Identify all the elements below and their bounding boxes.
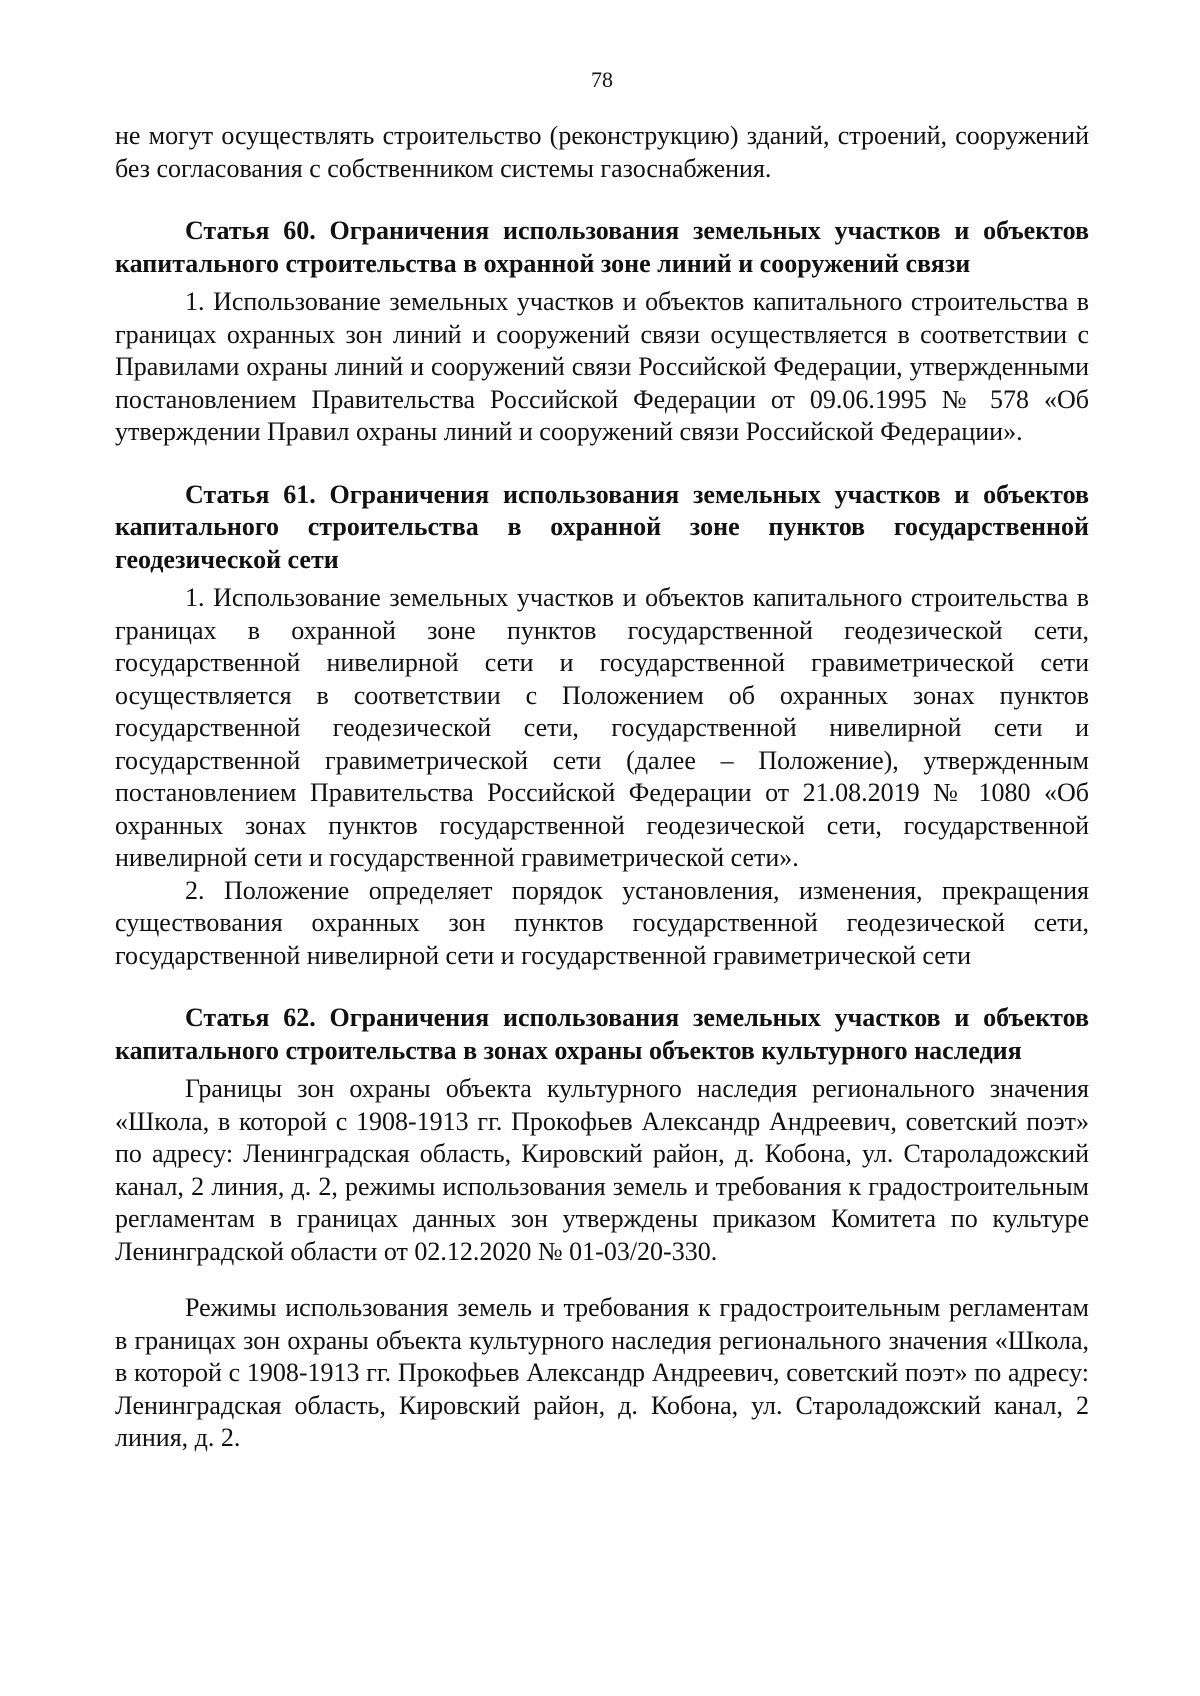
- article-62-paragraph-2: Режимы использования земель и требования к градостроительным регламентам в границах зон охраны объекта культурного наследия регионального значения «Школа, в которой с 1908-1913 гг. Прокофьев Александр Андреевич, советский поэт» по адресу: Ленинградская область, Кировский район, д. Кобона, ул. Староладожский канал, 2 линия, д. 2.: [115, 1293, 1089, 1452]
- page-number: 78: [591, 67, 613, 92]
- article-60: [115, 215, 1089, 449]
- article-62-paragraph-1: Границы зон охраны объекта культурного наследия регионального значения «Школа, в которой с 1908-1913 гг. Прокофьев Александр Андреевич, советский поэт» по адресу: Ленинградская область, Кировский район, д. Кобона, ул. Староладожский канал, 2 линия, д. 2, режимы использования земель и требования к градостроительным регламентам в границах данных зон утверждены приказом Комитета по культуре Ленинградской области от 02.12.2020 № 01-03/20-330.: [115, 1074, 1089, 1266]
- article-61-paragraph-1: 1. Использование земельных участков и объектов капитального строительства в границах в охранной зоне пунктов государственной геодезической сети, государственной нивелирной сети и государственной гравиметрической сети осуществляется в соответствии с Положением об охранных зонах пунктов государственной геодезической сети, государственной нивелирной сети и государственной гравиметрической сети (далее – Положение), утвержденным постановлением Правительства Российской Федерации от 21.08.2019 № 1080 «Об охранных зонах пунктов государственной геодезической сети, государственной нивелирной сети и государственной гравиметрической сети».: [115, 583, 1089, 872]
- article-60-heading: Статья 60. Ограничения использования земельных участков и объектов капитального строительства в охранной зоне линий и сооружений связи: [115, 216, 1089, 278]
- article-61-heading: Статья 61. Ограничения использования земельных участков и объектов капитального строительства в охранной зоне пунктов государственной геодезической сети: [115, 479, 1089, 574]
- article-62: [115, 1002, 1089, 1455]
- intro-paragraph: не могут осуществлять строительство (реконструкцию) зданий, строений, сооружений без согласования с собственником системы газоснабжения.: [115, 121, 1089, 183]
- document-page: [115, 66, 1089, 1455]
- article-61: [115, 479, 1089, 973]
- article-61-paragraph-2: 2. Положение определяет порядок установления, изменения, прекращения существования охранных зон пунктов государственной геодезической сети, государственной нивелирной сети и государственной гравиметрической сети: [115, 875, 1089, 970]
- article-62-heading: Статья 62. Ограничения использования земельных участков и объектов капитального строительства в зонах охраны объектов культурного наследия: [115, 1003, 1089, 1065]
- article-60-paragraph-1: 1. Использование земельных участков и объектов капитального строительства в границах охранных зон линий и сооружений связи осуществляется в соответствии с Правилами охраны линий и сооружений связи Российской Федерации, утвержденными постановлением Правительства Российской Федерации от 09.06.1995 № 578 «Об утверждении Правил охраны линий и сооружений связи Российской Федерации».: [115, 287, 1089, 446]
